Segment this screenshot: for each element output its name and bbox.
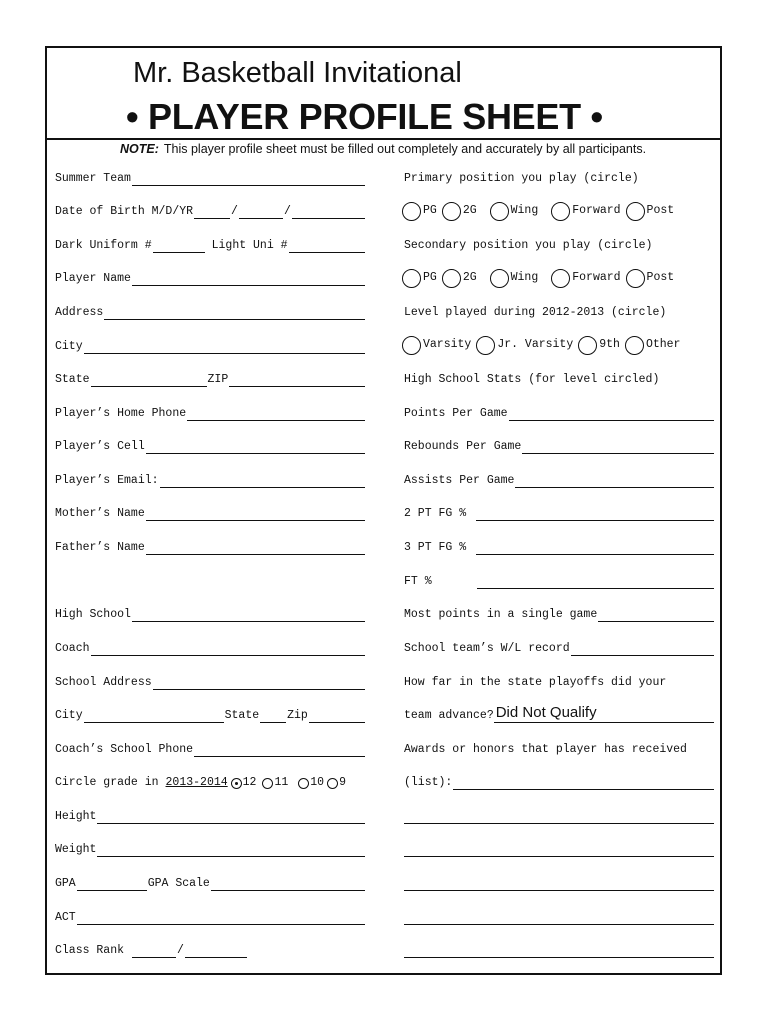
awards-line-row-5 <box>404 907 715 925</box>
school-city-label: City <box>55 709 83 722</box>
circle-grade-label: Circle grade in <box>55 776 159 789</box>
circle-icon <box>476 336 495 355</box>
coach-row <box>55 638 366 656</box>
primary-forward-label: Forward <box>572 204 621 217</box>
weight-field[interactable] <box>97 843 365 857</box>
state-zip-row <box>55 369 366 387</box>
awards-line-1[interactable] <box>453 776 714 790</box>
light-uniform-label: Light Uni # <box>211 239 288 252</box>
weight-row <box>55 839 366 857</box>
most-points-field[interactable] <box>598 608 714 622</box>
team-advance-answer: Did Not Qualify <box>495 704 597 721</box>
gpa-scale-label: GPA Scale <box>147 877 210 890</box>
two-pt-label: 2 PT FG % <box>404 507 467 520</box>
home-phone-field[interactable] <box>187 407 365 421</box>
level-other-label: Other <box>645 338 681 351</box>
rpg-field[interactable] <box>522 440 714 454</box>
gpa-label: GPA <box>55 877 76 890</box>
summer-team-label: Summer Team <box>55 172 131 185</box>
apg-field[interactable] <box>515 474 714 488</box>
level-jv-label: Jr. Varsity <box>497 338 574 351</box>
city-label: City <box>55 340 83 353</box>
cell-field[interactable] <box>146 440 365 454</box>
wl-record-field[interactable] <box>571 642 714 656</box>
primary-2g-option[interactable] <box>442 202 477 221</box>
grade-row <box>55 772 366 790</box>
email-row <box>55 470 366 488</box>
circle-icon <box>490 202 509 221</box>
player-name-label: Player Name <box>55 272 131 285</box>
playoffs-question-row <box>404 672 715 690</box>
three-pt-field[interactable] <box>476 541 714 555</box>
apg-row <box>404 470 715 488</box>
grade-label-11: 11 <box>274 776 289 789</box>
circle-icon <box>626 269 645 288</box>
class-size-field[interactable] <box>185 944 247 958</box>
awards-list-row <box>404 772 715 790</box>
ft-field[interactable] <box>477 575 714 589</box>
gpa-scale-field[interactable] <box>211 877 365 891</box>
dark-uniform-field[interactable] <box>153 239 205 253</box>
awards-line-6[interactable] <box>404 944 714 958</box>
circle-icon <box>626 202 645 221</box>
primary-pg-label: PG <box>423 204 437 217</box>
secondary-forward-option[interactable] <box>551 269 620 288</box>
grade-option-9[interactable] <box>327 776 346 790</box>
secondary-2g-option[interactable] <box>442 269 477 288</box>
circle-icon <box>490 269 509 288</box>
awards-line-row-4 <box>404 873 715 891</box>
radio-icon <box>298 778 309 789</box>
level-varsity-option[interactable] <box>402 336 471 355</box>
circle-icon <box>551 202 570 221</box>
note-text: This player profile sheet must be filled out completely and accurately by all participants. <box>163 142 647 156</box>
school-address-label: School Address <box>55 676 152 689</box>
player-name-row <box>55 268 366 286</box>
cell-row <box>55 436 366 454</box>
zip-label: ZIP <box>207 373 229 386</box>
circle-icon <box>625 336 644 355</box>
awards-question-row <box>404 739 715 757</box>
school-zip-field[interactable] <box>309 709 365 723</box>
secondary-post-option[interactable] <box>626 269 675 288</box>
height-field[interactable] <box>97 810 365 824</box>
height-label: Height <box>55 810 97 823</box>
two-pt-field[interactable] <box>476 507 714 521</box>
sheet-title: • PLAYER PROFILE SHEET • <box>126 96 603 137</box>
dob-slash-2: / <box>283 205 291 218</box>
dob-year-field[interactable] <box>292 205 365 219</box>
awards-line-row-2 <box>404 806 715 824</box>
wl-record-label: School team’s W/L record <box>404 642 570 655</box>
gpa-field[interactable] <box>77 877 147 891</box>
secondary-forward-label: Forward <box>572 271 621 284</box>
dob-month-field[interactable] <box>194 205 230 219</box>
zip-field[interactable] <box>229 373 365 387</box>
primary-position-row <box>404 168 715 186</box>
grade-option-10[interactable] <box>298 776 324 790</box>
high-school-row <box>55 604 366 622</box>
primary-post-label: Post <box>646 204 675 217</box>
ft-row <box>404 571 715 589</box>
dob-day-field[interactable] <box>239 205 283 219</box>
high-school-label: High School <box>55 608 131 621</box>
header-divider <box>45 138 722 140</box>
level-9th-label: 9th <box>599 338 620 351</box>
level-9th-option[interactable] <box>578 336 620 355</box>
grade-option-11[interactable] <box>262 776 288 790</box>
level-played-row <box>404 302 715 320</box>
high-school-field[interactable] <box>132 608 365 622</box>
circle-icon <box>551 269 570 288</box>
primary-pg-option[interactable] <box>402 202 437 221</box>
mother-label: Mother’s Name <box>55 507 145 520</box>
class-rank-label: Class Rank <box>55 944 125 957</box>
home-phone-row <box>55 403 366 421</box>
school-city-row <box>55 705 366 723</box>
coach-phone-field[interactable] <box>194 743 365 757</box>
dob-label: Date of Birth M/D/YR <box>55 205 194 218</box>
school-zip-label: Zip <box>287 709 308 722</box>
act-row <box>55 907 366 925</box>
apg-label: Assists Per Game <box>404 474 515 487</box>
primary-2g-label: 2G <box>462 204 477 217</box>
grade-label-9: 9 <box>339 776 346 789</box>
event-title: Mr. Basketball Invitational <box>133 57 462 89</box>
ppg-row <box>404 403 715 421</box>
awards-list-label: (list): <box>404 776 453 789</box>
secondary-position-row <box>404 235 715 253</box>
ft-label: FT % <box>404 575 432 588</box>
home-phone-label: Player’s Home Phone <box>55 407 187 420</box>
primary-position-label: Primary position you play (circle) <box>404 172 639 185</box>
ppg-label: Points Per Game <box>404 407 508 420</box>
circle-icon <box>442 202 461 221</box>
father-row <box>55 537 366 555</box>
secondary-wing-label: Wing <box>510 271 539 284</box>
coach-label: Coach <box>55 642 90 655</box>
city-row <box>55 336 366 354</box>
cell-label: Player’s Cell <box>55 440 145 453</box>
circle-icon <box>402 269 421 288</box>
address-row <box>55 302 366 320</box>
address-field[interactable] <box>104 306 365 320</box>
coach-phone-label: Coach’s School Phone <box>55 743 194 756</box>
state-field[interactable] <box>91 373 207 387</box>
awards-question-label: Awards or honors that player has received <box>404 743 687 756</box>
weight-label: Weight <box>55 843 97 856</box>
class-rank-field[interactable] <box>132 944 176 958</box>
secondary-wing-option[interactable] <box>490 269 539 288</box>
mother-field[interactable] <box>146 507 365 521</box>
class-rank-row <box>55 940 366 958</box>
hs-stats-label: High School Stats (for level circled) <box>404 373 660 386</box>
ppg-field[interactable] <box>509 407 714 421</box>
summer-team-field[interactable] <box>132 172 365 186</box>
level-options <box>402 334 713 356</box>
school-address-field[interactable] <box>153 676 365 690</box>
secondary-pg-label: PG <box>423 271 437 284</box>
level-varsity-label: Varsity <box>423 338 472 351</box>
awards-line-3[interactable] <box>404 843 714 857</box>
hs-stats-row <box>404 369 715 387</box>
mother-row <box>55 503 366 521</box>
awards-line-5[interactable] <box>404 911 714 925</box>
grade-label-12: 12 <box>242 776 257 789</box>
uniform-row <box>55 235 366 253</box>
note-label: NOTE: <box>120 142 159 156</box>
summer-team-row <box>55 168 366 186</box>
instructions-note <box>120 142 646 156</box>
height-row <box>55 806 366 824</box>
rpg-label: Rebounds Per Game <box>404 440 522 453</box>
primary-forward-option[interactable] <box>551 202 620 221</box>
three-pt-label: 3 PT FG % <box>404 541 467 554</box>
awards-line-row-3 <box>404 839 715 857</box>
primary-wing-option[interactable] <box>490 202 539 221</box>
primary-position-options <box>402 200 713 222</box>
father-label: Father’s Name <box>55 541 145 554</box>
circle-icon <box>402 202 421 221</box>
grade-option-12[interactable] <box>231 776 257 790</box>
school-state-label: State <box>224 709 260 722</box>
dob-slash-1: / <box>231 205 238 218</box>
secondary-pg-option[interactable] <box>402 269 437 288</box>
coach-field[interactable] <box>91 642 365 656</box>
primary-wing-label: Wing <box>510 204 539 217</box>
awards-line-row-6 <box>404 940 715 958</box>
radio-icon <box>327 778 338 789</box>
coach-phone-row <box>55 739 366 757</box>
secondary-2g-label: 2G <box>462 271 477 284</box>
light-uniform-field[interactable] <box>289 239 365 253</box>
level-played-label: Level played during 2012-2013 (circle) <box>404 306 667 319</box>
dark-uniform-label: Dark Uniform # <box>55 239 152 252</box>
state-label: State <box>55 373 90 386</box>
level-jv-option[interactable] <box>476 336 573 355</box>
most-points-row <box>404 604 715 622</box>
father-field[interactable] <box>146 541 365 555</box>
secondary-post-label: Post <box>646 271 675 284</box>
awards-line-4[interactable] <box>404 877 714 891</box>
secondary-position-options <box>402 267 713 289</box>
gpa-row <box>55 873 366 891</box>
dob-row <box>55 201 366 219</box>
circle-icon <box>442 269 461 288</box>
most-points-label: Most points in a single game <box>404 608 598 621</box>
radio-icon <box>262 778 273 789</box>
level-other-option[interactable] <box>625 336 681 355</box>
selected-radio-icon <box>231 778 242 789</box>
email-label: Player’s Email: <box>55 474 159 487</box>
act-label: ACT <box>55 911 76 924</box>
playoffs-question-label: How far in the state playoffs did your <box>404 676 667 689</box>
email-field[interactable] <box>160 474 365 488</box>
city-field[interactable] <box>84 340 365 354</box>
primary-post-option[interactable] <box>626 202 675 221</box>
awards-line-2[interactable] <box>404 810 714 824</box>
school-state-field[interactable] <box>260 709 286 723</box>
circle-icon <box>578 336 597 355</box>
player-name-field[interactable] <box>132 272 365 286</box>
three-pt-row <box>404 537 715 555</box>
act-field[interactable] <box>77 911 365 925</box>
grade-year: 2013-2014 <box>165 776 228 789</box>
team-advance-label: team advance? <box>404 709 494 722</box>
team-advance-row <box>404 705 715 723</box>
grade-label-10: 10 <box>310 776 325 789</box>
rpg-row <box>404 436 715 454</box>
wl-record-row <box>404 638 715 656</box>
class-rank-slash: / <box>177 944 184 957</box>
school-address-row <box>55 672 366 690</box>
secondary-position-label: Secondary position you play (circle) <box>404 239 653 252</box>
school-city-field[interactable] <box>84 709 224 723</box>
address-label: Address <box>55 306 104 319</box>
circle-icon <box>402 336 421 355</box>
team-advance-field[interactable] <box>494 704 714 723</box>
two-pt-row <box>404 503 715 521</box>
